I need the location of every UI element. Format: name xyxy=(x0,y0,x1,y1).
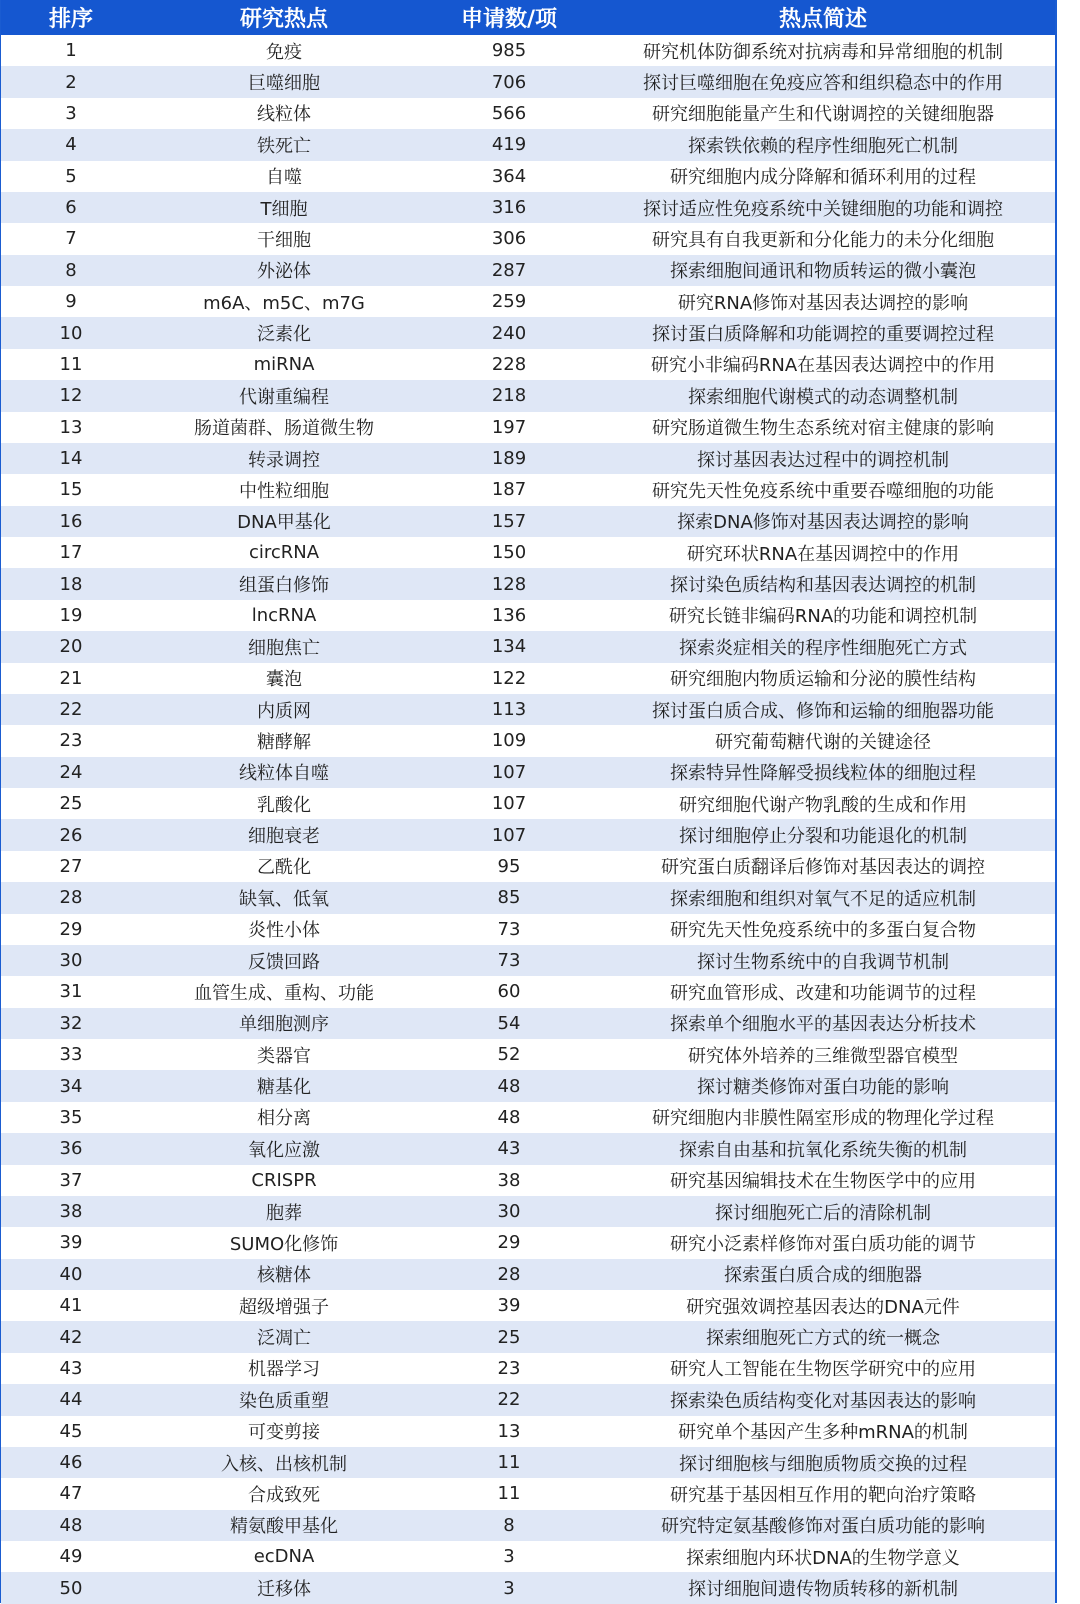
table-row xyxy=(1,1039,1055,1070)
cell-topic: 糖基化 xyxy=(257,1077,311,1099)
cell-topic: 核糖体 xyxy=(257,1265,311,1287)
cell-count: 134 xyxy=(491,636,527,658)
table-row xyxy=(1,286,1055,317)
cell-description: 探索蛋白质合成的细胞器 xyxy=(724,1265,922,1287)
cell-rank: 18 xyxy=(59,573,83,595)
cell-description: 探索自由基和抗氧化系统失衡的机制 xyxy=(679,1139,967,1161)
table-row xyxy=(1,1416,1055,1447)
cell-topic: 类器官 xyxy=(257,1045,311,1067)
cell-rank: 39 xyxy=(59,1232,83,1254)
cell-description: 探索细胞内环状DNA的生物学意义 xyxy=(686,1547,960,1569)
table-row xyxy=(1,1384,1055,1415)
cell-count: 23 xyxy=(497,1357,521,1379)
table-row xyxy=(1,1572,1055,1603)
cell-topic: 相分离 xyxy=(257,1108,311,1130)
cell-count: 197 xyxy=(491,416,527,438)
cell-topic: 血管生成、重构、功能 xyxy=(194,982,374,1004)
cell-topic: 免疫 xyxy=(266,41,302,63)
table-row xyxy=(1,819,1055,850)
cell-rank: 38 xyxy=(59,1201,83,1223)
cell-description: 研究血管形成、改建和功能调节的过程 xyxy=(670,982,976,1004)
cell-count: 113 xyxy=(491,699,527,721)
cell-topic: 泛凋亡 xyxy=(257,1328,311,1350)
cell-description: 探索特异性降解受损线粒体的细胞过程 xyxy=(670,763,976,785)
cell-count: 706 xyxy=(491,71,527,93)
cell-count: 48 xyxy=(497,1075,521,1097)
header-rank: 排序 xyxy=(48,7,93,32)
cell-description: 探索细胞间通讯和物质转运的微小囊泡 xyxy=(670,261,976,283)
cell-count: 122 xyxy=(491,667,527,689)
table-row xyxy=(1,474,1055,505)
cell-count: 11 xyxy=(497,1483,521,1505)
cell-count: 30 xyxy=(497,1201,521,1223)
cell-rank: 15 xyxy=(59,479,83,501)
cell-topic: 代谢重编程 xyxy=(239,386,329,408)
table-row xyxy=(1,788,1055,819)
cell-description: 研究人工智能在生物医学研究中的应用 xyxy=(670,1359,976,1381)
table-row xyxy=(1,882,1055,913)
cell-description: 研究细胞能量产生和代谢调控的关键细胞器 xyxy=(652,104,994,126)
cell-topic: miRNA xyxy=(253,353,315,375)
table-row xyxy=(1,537,1055,568)
table-row xyxy=(1,694,1055,725)
table-row xyxy=(1,129,1055,160)
table-row xyxy=(1,945,1055,976)
table-row xyxy=(1,1070,1055,1101)
header-topic: 研究热点 xyxy=(239,7,328,32)
cell-rank: 46 xyxy=(59,1452,83,1474)
table-row xyxy=(1,1133,1055,1164)
cell-description: 探索单个细胞水平的基因表达分析技术 xyxy=(670,1014,976,1036)
cell-count: 38 xyxy=(497,1169,521,1191)
cell-description: 探索炎症相关的程序性细胞死亡方式 xyxy=(679,637,967,659)
cell-description: 研究蛋白质翻译后修饰对基因表达的调控 xyxy=(661,857,985,879)
cell-count: 128 xyxy=(491,573,527,595)
table-row xyxy=(1,1227,1055,1258)
cell-rank: 6 xyxy=(65,197,77,219)
cell-description: 探讨基因表达过程中的调控机制 xyxy=(697,449,949,471)
cell-rank: 20 xyxy=(59,636,83,658)
cell-topic: 中性粒细胞 xyxy=(239,480,329,502)
cell-topic: ecDNA xyxy=(253,1546,315,1568)
cell-count: 189 xyxy=(491,448,527,470)
cell-topic: 迁移体 xyxy=(257,1579,311,1601)
cell-topic: 机器学习 xyxy=(248,1359,320,1381)
cell-count: 3 xyxy=(503,1577,515,1599)
cell-topic: 内质网 xyxy=(257,700,311,722)
cell-count: 60 xyxy=(497,981,521,1003)
cell-topic: 糖酵解 xyxy=(257,731,311,753)
cell-count: 316 xyxy=(491,197,527,219)
cell-topic: 铁死亡 xyxy=(257,135,311,157)
cell-topic: 线粒体 xyxy=(257,104,311,126)
table-row xyxy=(1,317,1055,348)
table-row xyxy=(1,1447,1055,1478)
table-row xyxy=(1,98,1055,129)
cell-rank: 8 xyxy=(65,259,77,281)
cell-count: 240 xyxy=(491,322,527,344)
cell-description: 研究细胞内成分降解和循环利用的过程 xyxy=(670,167,976,189)
cell-description: 探讨细胞停止分裂和功能退化的机制 xyxy=(679,826,967,848)
cell-count: 566 xyxy=(491,102,527,124)
cell-count: 306 xyxy=(491,228,527,250)
table-row xyxy=(1,1321,1055,1352)
table-row xyxy=(1,66,1055,97)
cell-count: 73 xyxy=(497,918,521,940)
table-row xyxy=(1,192,1055,223)
table-row xyxy=(1,161,1055,192)
table-row xyxy=(1,631,1055,662)
cell-description: 研究特定氨基酸修饰对蛋白质功能的影响 xyxy=(661,1516,985,1538)
cell-count: 52 xyxy=(497,1044,521,1066)
cell-topic: 细胞衰老 xyxy=(248,826,320,848)
cell-rank: 28 xyxy=(59,887,83,909)
cell-count: 419 xyxy=(491,134,527,156)
cell-count: 28 xyxy=(497,1263,521,1285)
cell-description: 研究先天性免疫系统中重要吞噬细胞的功能 xyxy=(652,480,994,502)
cell-topic: 囊泡 xyxy=(266,669,302,691)
cell-topic: 合成致死 xyxy=(248,1484,320,1506)
cell-description: 研究单个基因产生多种mRNA的机制 xyxy=(678,1422,968,1444)
header-description: 热点简述 xyxy=(778,7,867,32)
cell-description: 研究具有自我更新和分化能力的未分化细胞 xyxy=(652,229,994,251)
table-row xyxy=(1,757,1055,788)
cell-rank: 31 xyxy=(59,981,83,1003)
cell-topic: T细胞 xyxy=(260,198,308,220)
cell-rank: 33 xyxy=(59,1044,83,1066)
table-row xyxy=(1,1102,1055,1133)
cell-count: 85 xyxy=(497,887,521,909)
cell-description: 研究环状RNA在基因调控中的作用 xyxy=(686,543,960,565)
cell-rank: 27 xyxy=(59,855,83,877)
cell-rank: 26 xyxy=(59,824,83,846)
cell-rank: 36 xyxy=(59,1138,83,1160)
cell-rank: 45 xyxy=(59,1420,83,1442)
table-row xyxy=(1,600,1055,631)
cell-topic: 自噬 xyxy=(266,167,302,189)
cell-count: 228 xyxy=(491,353,527,375)
cell-count: 107 xyxy=(491,761,527,783)
cell-topic: CRISPR xyxy=(251,1169,317,1191)
table-row xyxy=(1,443,1055,474)
table-row xyxy=(1,380,1055,411)
cell-rank: 43 xyxy=(59,1357,83,1379)
cell-rank: 35 xyxy=(59,1106,83,1128)
table-row xyxy=(1,663,1055,694)
cell-rank: 21 xyxy=(59,667,83,689)
cell-rank: 13 xyxy=(59,416,83,438)
cell-description: 探讨糖类修饰对蛋白功能的影响 xyxy=(697,1077,949,1099)
cell-rank: 14 xyxy=(59,448,83,470)
table-row xyxy=(1,1165,1055,1196)
cell-rank: 32 xyxy=(59,1012,83,1034)
cell-rank: 3 xyxy=(65,102,77,124)
cell-count: 95 xyxy=(497,855,521,877)
table-row xyxy=(1,1478,1055,1509)
cell-topic: 乳酸化 xyxy=(257,794,311,816)
cell-topic: circRNA xyxy=(248,542,320,564)
cell-description: 研究小泛素样修饰对蛋白质功能的调节 xyxy=(670,1233,976,1255)
cell-description: 探讨细胞死亡后的清除机制 xyxy=(715,1202,931,1224)
table-row xyxy=(1,725,1055,756)
cell-description: 探讨蛋白质合成、修饰和运输的细胞器功能 xyxy=(652,700,994,722)
cell-topic: 巨噬细胞 xyxy=(248,73,320,95)
table-row xyxy=(1,506,1055,537)
cell-rank: 24 xyxy=(59,761,83,783)
cell-count: 22 xyxy=(497,1389,521,1411)
cell-topic: 氧化应激 xyxy=(248,1139,320,1161)
cell-description: 研究长链非编码RNA的功能和调控机制 xyxy=(668,606,978,628)
cell-count: 73 xyxy=(497,950,521,972)
cell-topic: 缺氧、低氧 xyxy=(239,888,329,910)
cell-description: 研究葡萄糖代谢的关键途径 xyxy=(715,731,931,753)
cell-rank: 11 xyxy=(59,353,83,375)
cell-topic: 胞葬 xyxy=(266,1202,302,1224)
cell-description: 研究细胞代谢产物乳酸的生成和作用 xyxy=(679,794,967,816)
cell-rank: 1 xyxy=(65,40,77,62)
cell-rank: 22 xyxy=(59,699,83,721)
cell-description: 探讨蛋白质降解和功能调控的重要调控过程 xyxy=(652,324,994,346)
table-row xyxy=(1,349,1055,380)
cell-count: 259 xyxy=(491,291,527,313)
cell-description: 探索染色质结构变化对基因表达的影响 xyxy=(670,1390,976,1412)
cell-count: 13 xyxy=(497,1420,521,1442)
cell-count: 29 xyxy=(497,1232,521,1254)
cell-topic: 线粒体自噬 xyxy=(239,763,329,785)
cell-topic: SUMO化修饰 xyxy=(229,1233,339,1255)
cell-count: 3 xyxy=(503,1546,515,1568)
cell-description: 探索细胞和组织对氧气不足的适应机制 xyxy=(670,888,976,910)
cell-rank: 9 xyxy=(65,291,77,313)
cell-description: 探讨巨噬细胞在免疫应答和组织稳态中的作用 xyxy=(643,73,1003,95)
cell-topic: m6A、m5C、m7G xyxy=(203,292,365,314)
cell-rank: 49 xyxy=(59,1546,83,1568)
cell-description: 研究体外培养的三维微型器官模型 xyxy=(688,1045,958,1067)
cell-count: 136 xyxy=(491,604,527,626)
cell-count: 287 xyxy=(491,259,527,281)
cell-count: 54 xyxy=(497,1012,521,1034)
cell-topic: DNA甲基化 xyxy=(237,512,331,534)
cell-description: 研究基因编辑技术在生物医学中的应用 xyxy=(670,1171,976,1193)
cell-count: 43 xyxy=(497,1138,521,1160)
cell-count: 25 xyxy=(497,1326,521,1348)
cell-topic: 入核、出核机制 xyxy=(221,1453,347,1475)
cell-description: 研究强效调控基因表达的DNA元件 xyxy=(686,1296,960,1318)
cell-description: 研究细胞内非膜性隔室形成的物理化学过程 xyxy=(652,1108,994,1130)
cell-description: 研究先天性免疫系统中的多蛋白复合物 xyxy=(670,920,976,942)
cell-count: 218 xyxy=(491,385,527,407)
cell-count: 985 xyxy=(491,40,527,62)
cell-count: 364 xyxy=(491,165,527,187)
cell-rank: 47 xyxy=(59,1483,83,1505)
cell-topic: 超级增强子 xyxy=(239,1296,329,1318)
cell-rank: 34 xyxy=(59,1075,83,1097)
cell-description: 研究肠道微生物生态系统对宿主健康的影响 xyxy=(652,418,994,440)
table-body xyxy=(1,35,1055,1604)
cell-description: 探讨细胞核与细胞质物质交换的过程 xyxy=(679,1453,967,1475)
cell-rank: 19 xyxy=(59,604,83,626)
cell-count: 187 xyxy=(491,479,527,501)
cell-description: 探讨细胞间遗传物质转移的新机制 xyxy=(688,1579,958,1601)
table-row xyxy=(1,1541,1055,1572)
cell-topic: 泛素化 xyxy=(257,324,311,346)
cell-count: 107 xyxy=(491,824,527,846)
table-row xyxy=(1,1008,1055,1039)
table-row xyxy=(1,568,1055,599)
cell-topic: 精氨酸甲基化 xyxy=(230,1516,338,1538)
cell-rank: 40 xyxy=(59,1263,83,1285)
cell-rank: 17 xyxy=(59,542,83,564)
cell-rank: 41 xyxy=(59,1295,83,1317)
cell-description: 探讨适应性免疫系统中关键细胞的功能和调控 xyxy=(643,198,1003,220)
cell-topic: 细胞焦亡 xyxy=(248,637,320,659)
cell-description: 研究基于基因相互作用的靶向治疗策略 xyxy=(670,1484,976,1506)
cell-topic: 乙酰化 xyxy=(257,857,311,879)
cell-count: 157 xyxy=(491,510,527,532)
table-row xyxy=(1,223,1055,254)
cell-topic: 外泌体 xyxy=(257,261,311,283)
cell-description: 探索细胞代谢模式的动态调整机制 xyxy=(688,386,958,408)
cell-count: 107 xyxy=(491,793,527,815)
cell-rank: 29 xyxy=(59,918,83,940)
table-row xyxy=(1,1259,1055,1290)
cell-topic: 炎性小体 xyxy=(248,920,320,942)
cell-topic: 反馈回路 xyxy=(248,951,320,973)
cell-rank: 44 xyxy=(59,1389,83,1411)
cell-rank: 2 xyxy=(65,71,77,93)
table-header xyxy=(1,0,1055,35)
table-row xyxy=(1,412,1055,443)
cell-topic: 组蛋白修饰 xyxy=(239,575,329,597)
cell-description: 探索DNA修饰对基因表达调控的影响 xyxy=(677,512,969,534)
cell-rank: 10 xyxy=(59,322,83,344)
table-row xyxy=(1,1510,1055,1541)
cell-rank: 50 xyxy=(59,1577,83,1599)
table-row xyxy=(1,1353,1055,1384)
cell-topic: 单细胞测序 xyxy=(239,1014,329,1036)
cell-rank: 30 xyxy=(59,950,83,972)
table-row xyxy=(1,255,1055,286)
cell-rank: 5 xyxy=(65,165,77,187)
cell-description: 探讨生物系统中的自我调节机制 xyxy=(697,951,949,973)
table-row xyxy=(1,851,1055,882)
header-count: 申请数/项 xyxy=(460,7,558,32)
cell-rank: 7 xyxy=(65,228,77,250)
cell-description: 研究细胞内物质运输和分泌的膜性结构 xyxy=(670,669,976,691)
cell-rank: 23 xyxy=(59,730,83,752)
cell-description: 探索细胞死亡方式的统一概念 xyxy=(706,1328,940,1350)
cell-rank: 48 xyxy=(59,1514,83,1536)
cell-topic: 肠道菌群、肠道微生物 xyxy=(194,418,374,440)
table-row xyxy=(1,35,1055,66)
cell-rank: 37 xyxy=(59,1169,83,1191)
cell-topic: 转录调控 xyxy=(248,449,320,471)
cell-description: 探索铁依赖的程序性细胞死亡机制 xyxy=(688,135,958,157)
cell-description: 研究小非编码RNA在基因表达调控中的作用 xyxy=(650,355,996,377)
cell-count: 8 xyxy=(503,1514,515,1536)
cell-rank: 12 xyxy=(59,385,83,407)
cell-topic: 可变剪接 xyxy=(248,1422,320,1444)
cell-rank: 4 xyxy=(65,134,77,156)
cell-count: 150 xyxy=(491,542,527,564)
cell-count: 48 xyxy=(497,1106,521,1128)
cell-description: 探讨染色质结构和基因表达调控的机制 xyxy=(670,575,976,597)
cell-rank: 16 xyxy=(59,510,83,532)
table-row xyxy=(1,976,1055,1007)
cell-count: 11 xyxy=(497,1452,521,1474)
cell-topic: 干细胞 xyxy=(257,229,311,251)
cell-topic: 染色质重塑 xyxy=(239,1390,329,1412)
cell-description: 研究机体防御系统对抗病毒和异常细胞的机制 xyxy=(643,41,1003,63)
cell-description: 研究RNA修饰对基因表达调控的影响 xyxy=(677,292,969,314)
cell-rank: 25 xyxy=(59,793,83,815)
table-row xyxy=(1,914,1055,945)
table-row xyxy=(1,1290,1055,1321)
cell-count: 109 xyxy=(491,730,527,752)
table-row xyxy=(1,1196,1055,1227)
cell-topic: lncRNA xyxy=(251,604,317,626)
cell-rank: 42 xyxy=(59,1326,83,1348)
cell-count: 39 xyxy=(497,1295,521,1317)
